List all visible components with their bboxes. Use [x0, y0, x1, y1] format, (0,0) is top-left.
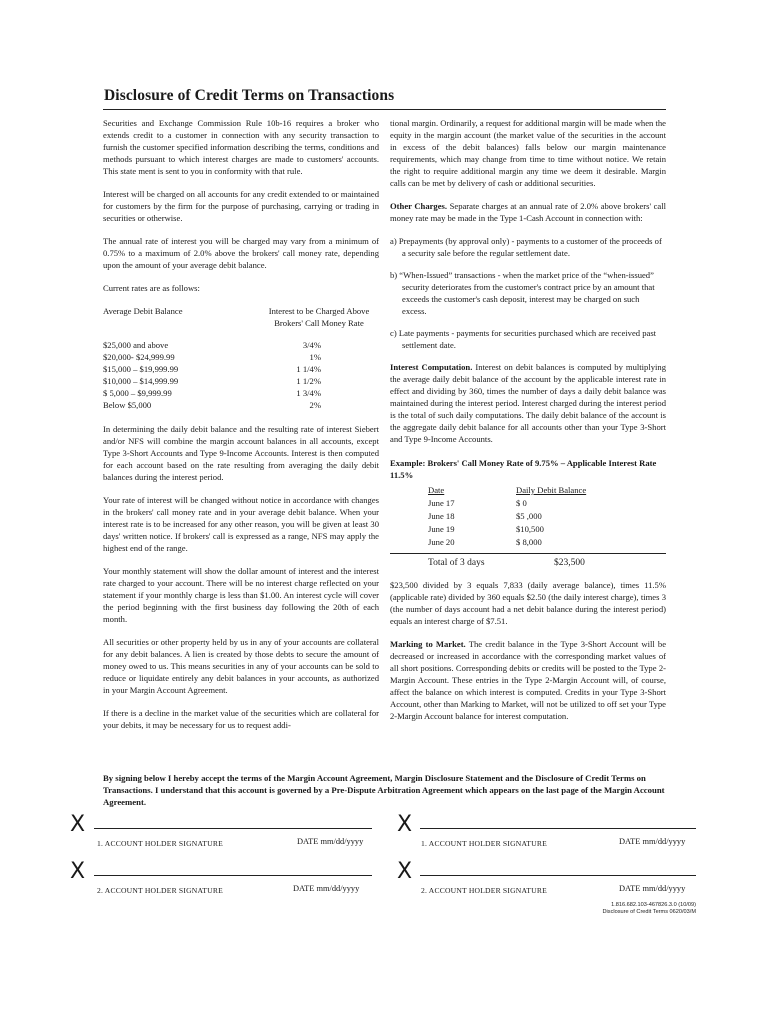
marking-to-market-heading: Marking to Market.	[390, 639, 466, 649]
list-item: c) Late payments - payments for securities purchased which are received past settlement date.	[390, 328, 657, 350]
signature-label-2b: 2. ACCOUNT HOLDER SIGNATURE	[421, 886, 547, 895]
table-row	[428, 523, 658, 536]
table-row	[103, 387, 379, 399]
signature-mark-1b: X	[397, 812, 413, 837]
rates-header-balance: Average Debit Balance	[103, 306, 183, 316]
date-label-2a: DATE mm/dd/yyyy	[293, 884, 360, 893]
rate-value: 3/4%	[302, 340, 321, 350]
example-date: June 19	[428, 524, 455, 534]
date-label-2b: DATE mm/dd/yyyy	[619, 884, 686, 893]
example-balance: $5 ,000	[516, 511, 542, 521]
signature-line-1b[interactable]	[420, 828, 696, 829]
example-total-row	[390, 553, 666, 571]
rates-table	[103, 339, 379, 411]
other-charges-text: Separate charges at an annual rate of 2.0% above brokers' call money rate may be made in the Type 1-Cash Account in connection with:	[390, 201, 667, 223]
table-row	[103, 375, 379, 387]
signature-line-2b[interactable]	[420, 875, 696, 876]
interest-computation-text: Interest on debit balances is computed by multiplying the average daily debit balance of the account by the applicable interest rate in effect and dividing by 360, times the number of days a daily debit balance was maintained during the interest period. Interest charged during the interest period is the total of such daily computations. The daily debit balance of the account is the aggregate daily debit balance for all accounts other than your Type 3-Short and Type 9-Income Accounts.	[390, 362, 666, 444]
rates-header-rate: Interest to be Charged Above Brokers' Call Money Rate	[268, 306, 370, 328]
rate-value: 1 1/4%	[296, 364, 321, 374]
table-row	[428, 510, 658, 523]
signature-mark-2b: X	[397, 859, 413, 884]
rate-balance: $ 5,000 – $9,999.99	[103, 388, 172, 398]
table-row	[428, 536, 658, 549]
example-head-balance: Daily Debit Balance	[516, 485, 587, 495]
form-code	[603, 902, 696, 916]
page-title: Disclosure of Credit Terms on Transactions	[104, 87, 395, 104]
date-label-1b: DATE mm/dd/yyyy	[619, 837, 686, 846]
marking-to-market-text: The credit balance in the Type 3-Short Account will be decreased or increased in accordance with the corresponding market values of all short positions. Corresponding debits or credits will be posted to the Type 2-Margin Account. These entries in the Type 2-Margin Account will, of course, affect the balance on which interest is computed. Credits in your Type 3-Short Account, other than Marking to Market, will not be utilized to off set your Type 2-Margin Account balance for interest computation.	[390, 639, 667, 721]
paragraph-daily-debit: In determining the daily debit balance and the resulting rate of interest Siebert and/or NFS will combine the margin account balances in all accounts, except Type 3-Short Accounts and Type 9-Income Accounts. Interest is then computed for each account based on the rate resulting from averaging the daily debit balances during the interest period.	[103, 424, 379, 482]
signature-mark-2a: X	[70, 859, 86, 884]
example-balance: $ 8,000	[516, 537, 542, 547]
list-item: a) Prepayments (by approval only) - payments to a customer of the proceeds of a security sale before the regular settlement date.	[390, 236, 662, 258]
form-code-line-1: 1.816.682.103-467826.3.0 (10/09)	[611, 902, 696, 908]
other-charges-heading: Other Charges.	[390, 201, 448, 211]
paragraph-collateral: All securities or other property held by us in any of your accounts are collateral for any debit balances. A lien is created by those debts to secure the amount of money owed to us. This means securities in any of your accounts can be sold to reduce or liquidate entirely any debit balances in your accounts, as authorized in your Margin Account Agreement.	[103, 637, 379, 695]
example-date: June 18	[428, 511, 455, 521]
paragraph-marking-to-market	[390, 638, 666, 722]
paragraph-monthly-statement: Your monthly statement will show the dollar amount of interest and the interest rate charged to your account. There will be no interest charge reflected on your statement if your monthly charge is less than $1.00. An interest cycle will cover the period beginning with the first business day following the 20th of each month.	[103, 566, 379, 624]
paragraph-example-calculation: $23,500 divided by 3 equals 7,833 (daily average balance), times 11.5% (applicable rate) divided by 360 equals $2.50 (the daily interest charge), times 3 (the number of days account had a net debit balance during the interest period) equals an interest charge of $7.51.	[390, 580, 666, 626]
right-column	[390, 117, 666, 733]
example-date: June 20	[428, 537, 455, 547]
example-table-header	[428, 484, 658, 497]
paragraph-interest-charged: Interest will be charged on all accounts for any credit extended to or maintained for customers by the firm for the purpose of purchasing, carrying or trading in securities or otherwise.	[103, 189, 379, 223]
table-row	[428, 497, 658, 510]
example-date: June 17	[428, 498, 455, 508]
table-row	[103, 363, 379, 375]
example-table	[428, 484, 658, 549]
signature-label-2a: 2. ACCOUNT HOLDER SIGNATURE	[97, 886, 223, 895]
left-column	[103, 117, 379, 742]
form-code-line-2: Disclosure of Credit Terms 0620/03/M	[602, 909, 696, 915]
example-balance: $ 0	[516, 498, 527, 508]
rate-value: 1 3/4%	[296, 388, 321, 398]
paragraph-interest-computation	[390, 361, 666, 445]
rate-balance: $10,000 – $14,999.99	[103, 376, 179, 386]
rate-balance: $25,000 and above	[103, 340, 169, 350]
rate-balance: $15,000 – $19,999.99	[103, 364, 179, 374]
paragraph-current-rates: Current rates are as follows:	[103, 283, 200, 293]
paragraph-rate-change: Your rate of interest will be changed without notice in accordance with changes in the brokers' call money rate and in your average debit balance. When your interest rate is to be increased for any other reason, you will be given at least 30 days' written notice. If brokers' call is expressed as a range, NFS may apply the highest end of the range.	[103, 495, 379, 553]
table-row	[103, 351, 379, 363]
signature-label-1b: 1. ACCOUNT HOLDER SIGNATURE	[421, 839, 547, 848]
rate-value: 2%	[309, 400, 321, 410]
rates-table-header	[103, 305, 379, 329]
title-rule	[103, 109, 666, 110]
paragraph-additional-margin: tional margin. Ordinarily, a request for additional margin will be made when the equity in the margin account (the market value of the securities in the account in excess of the debit balances) falls below our margin maintenance requirements, which may change from time to time without notice. We retain the right to require additional margin any time we deem it desirable. Margin calls can be met by delivery of cash or additional securities.	[390, 118, 666, 188]
rate-balance: $20,000- $24,999.99	[103, 352, 175, 362]
example-balance: $10,500	[516, 524, 544, 534]
rate-balance: Below $5,000	[103, 400, 152, 410]
example-total-label: Total of 3 days	[428, 558, 485, 568]
paragraph-rule-10b16: Securities and Exchange Commission Rule 10b-16 requires a broker who extends credit to a customer in connection with any security transaction to furnish the customer specified information describing the terms, conditions and methods pursuant to which interest charges are made to customers' accounts. This state ment is sent to you in conformity with that rule.	[103, 118, 379, 176]
example-head-date: Date	[428, 485, 445, 495]
example-title: Example: Brokers' Call Money Rate of 9.75% – Applicable Interest Rate 11.5%	[390, 458, 657, 480]
paragraph-other-charges	[390, 200, 666, 224]
table-row	[103, 399, 379, 411]
signature-line-2a[interactable]	[94, 875, 372, 876]
rate-value: 1 1/2%	[296, 376, 321, 386]
interest-computation-heading: Interest Computation.	[390, 362, 473, 372]
example-total-value: $23,500	[554, 558, 585, 568]
rate-value: 1%	[309, 352, 321, 362]
paragraph-market-decline: If there is a decline in the market value of the securities which are collateral for your debits, it may be necessary for us to request addi-	[103, 708, 379, 730]
table-row	[103, 339, 379, 351]
paragraph-annual-rate: The annual rate of interest you will be charged may vary from a minimum of 0.75% to a maximum of 2.0% above the brokers' call money rate, depending upon the amount of your average debit balance.	[103, 236, 379, 270]
signature-mark-1a: X	[70, 812, 86, 837]
date-label-1a: DATE mm/dd/yyyy	[297, 837, 364, 846]
signature-label-1a: 1. ACCOUNT HOLDER SIGNATURE	[97, 839, 223, 848]
list-item: b) “When-Issued” transactions - when the market price of the “when-issued” security deteriorates from the customer's contract price by an amount that exceeds the customer's cash deposit, interest may be charged on such excess.	[390, 270, 655, 316]
signature-line-1a[interactable]	[94, 828, 372, 829]
agreement-statement: By signing below I hereby accept the terms of the Margin Account Agreement, Margin Disclosure Statement and the Disclosure of Credit Terms on Transactions. I understand that this account is governed by a Pre-Dispute Arbitration Agreement which appears on the last page of the Margin Account Agreement.	[103, 773, 665, 807]
